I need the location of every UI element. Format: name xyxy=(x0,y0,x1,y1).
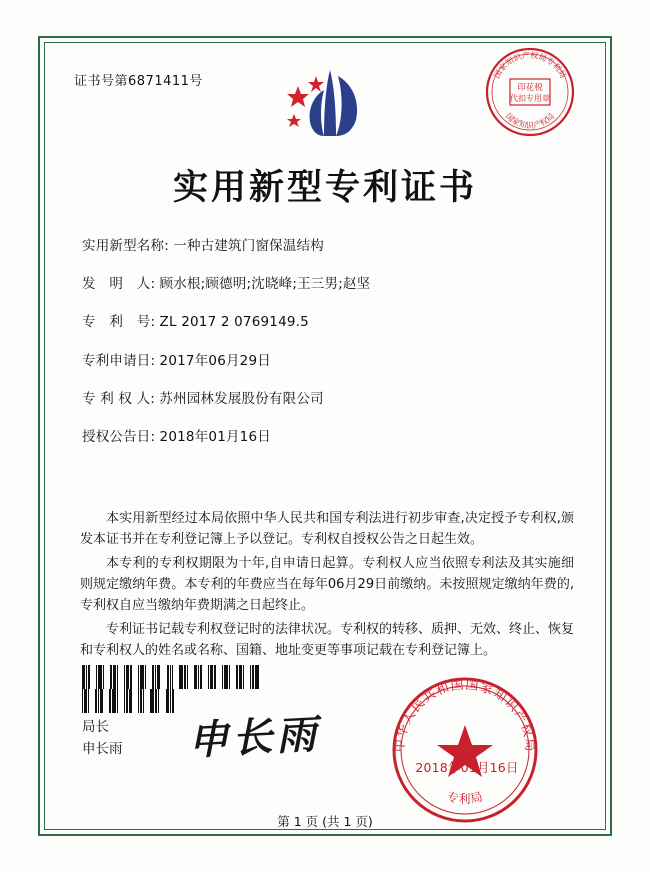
page-number-footer: 第 1 页 (共 1 页) xyxy=(277,814,373,829)
director-name-label: 申长雨 xyxy=(82,741,123,757)
svg-text:国家知识产权局: 国家知识产权局 xyxy=(503,111,557,130)
national-office-seal xyxy=(390,675,540,825)
svg-text:印花税: 印花税 xyxy=(517,83,543,93)
svg-text:专利局: 专利局 xyxy=(445,789,485,807)
field-row-application-date xyxy=(82,353,570,369)
field-label: 实用新型名称: xyxy=(82,238,169,254)
director-handwritten-signature: 申长雨 xyxy=(187,710,322,765)
tax-stamp-seal xyxy=(484,46,576,138)
field-label: 专利申请日: xyxy=(82,352,156,369)
page-title: 实用新型专利证书 xyxy=(172,167,477,208)
signature-block xyxy=(82,716,123,760)
svg-text:代扣专用章: 代扣专用章 xyxy=(510,94,550,103)
svg-text:中华人民共和国国家知识产权局: 中华人民共和国国家知识产权局 xyxy=(392,677,538,753)
field-label: 发 明 人: xyxy=(82,276,156,293)
field-value: 2018年01月16日 xyxy=(159,428,271,445)
field-row-inventors xyxy=(82,276,570,292)
field-row-invention-name xyxy=(82,238,570,254)
body-paragraph-2: 本专利的专利权期限为十年,自申请日起算。专利权人应当依照专利法及其实施细则规定缴纳年费。本专利的年费应当在每年06月29日前缴纳。未按照规定缴纳年费的,专利权自应当缴纳年费期满之日起终止。 xyxy=(80,556,574,613)
body-paragraph-3: 专利证书记载专利权登记时的法律状况。专利权的转移、质押、无效、终止、恢复和专利权人的姓名或名称、国籍、地址变更等事项记载在专利登记簿上。 xyxy=(80,622,575,658)
field-list xyxy=(82,238,570,467)
field-row-patentee xyxy=(82,391,570,407)
field-row-grant-date xyxy=(82,429,570,445)
field-label: 专 利 号: xyxy=(82,314,156,331)
field-value: 顾水根;顾德明;沈晓峰;王三男;赵坚 xyxy=(159,276,371,293)
frame-corner-top-left xyxy=(38,36,56,54)
field-label: 专 利 权 人: xyxy=(82,390,156,407)
field-value: ZL 2017 2 0769149.5 xyxy=(159,314,309,331)
field-value: 一种古建筑门窗保温结构 xyxy=(173,238,324,254)
seal-date: 2018年01月16日 xyxy=(415,760,519,775)
legal-body-text xyxy=(80,508,574,664)
barcode xyxy=(82,665,264,689)
frame-corner-top-right xyxy=(594,36,612,54)
field-label: 授权公告日: xyxy=(82,428,156,445)
patent-office-logo-icon xyxy=(268,64,388,142)
body-paragraph-1: 本实用新型经过本局依照中华人民共和国专利法进行初步审查,决定授予专利权,颁发本证书并在专利登记簿上予以登记。专利权自授权公告之日起生效。 xyxy=(80,511,574,547)
director-title-label: 局长 xyxy=(82,719,109,735)
svg-text:国家知识产权局专利局: 国家知识产权局专利局 xyxy=(492,50,568,80)
field-row-patent-number xyxy=(82,314,570,330)
certificate-number: 证书号第6871411号 xyxy=(74,74,203,89)
field-value: 2017年06月29日 xyxy=(159,352,271,369)
field-value: 苏州园林发展股份有限公司 xyxy=(159,390,324,407)
